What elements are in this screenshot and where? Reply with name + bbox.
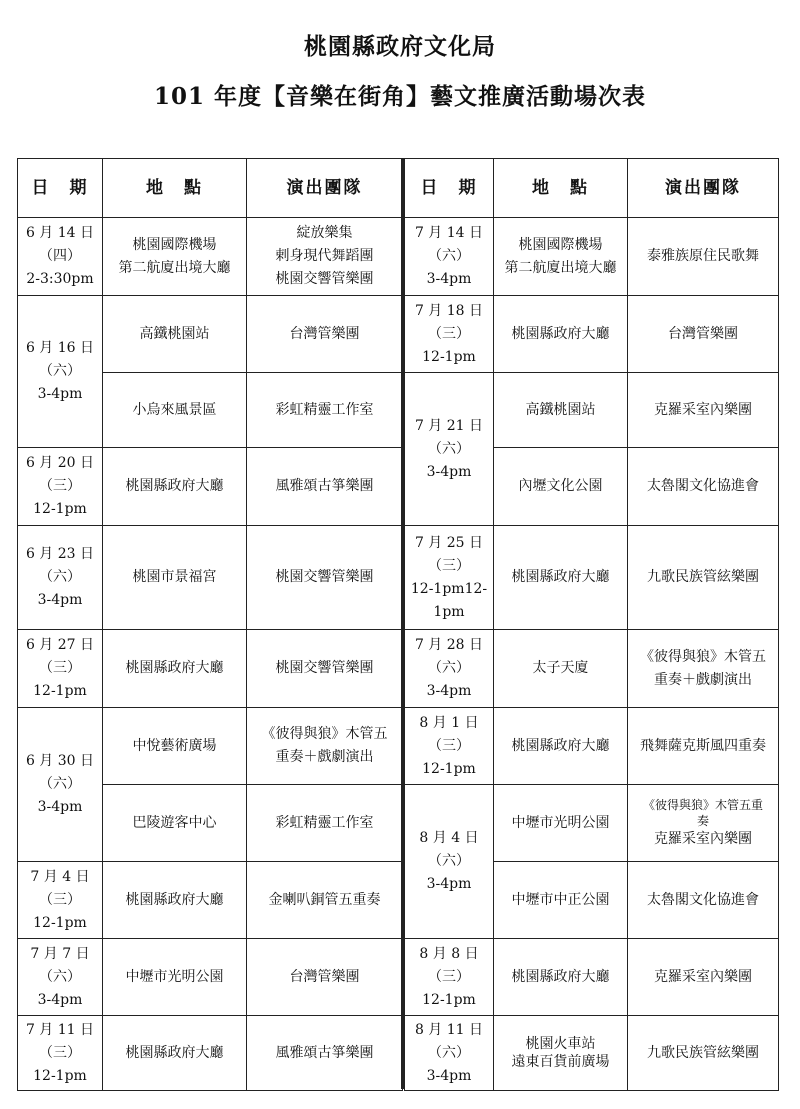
venue-cell: 中壢市中正公園: [494, 862, 628, 939]
venue-cell: 桃園縣政府大廳: [494, 526, 628, 630]
venue-cell: 桃園縣政府大廳: [103, 448, 247, 526]
date-cell: 7 月 25 日 （三） 12-1pm12- 1pm: [405, 526, 494, 630]
date-cell: 7 月 21 日 （六） 3-4pm: [405, 373, 494, 526]
venue-cell: 巴陵遊客中心: [103, 785, 247, 862]
date-cell: 6 月 30 日 （六） 3-4pm: [18, 708, 103, 862]
group-cell: 彩虹精靈工作室: [247, 373, 403, 448]
group-cell: 《彼得與狼》木管五重 奏 克羅采室內樂團: [628, 785, 779, 862]
venue-cell: 高鐵桃園站: [494, 373, 628, 448]
header-group: 演出團隊: [247, 159, 403, 218]
venue-cell: 桃園國際機場 第二航廈出境大廳: [103, 218, 247, 296]
group-cell: 台灣管樂團: [247, 296, 403, 373]
venue-cell: 高鐵桃園站: [103, 296, 247, 373]
venue-cell: 桃園國際機場 第二航廈出境大廳: [494, 218, 628, 296]
venue-cell: 小烏來風景區: [103, 373, 247, 448]
venue-cell: 桃園縣政府大廳: [103, 630, 247, 708]
venue-cell: 桃園市景福宮: [103, 526, 247, 630]
date-cell: 7 月 7 日 （六） 3-4pm: [18, 939, 103, 1016]
group-cell: 桃園交響管樂團: [247, 526, 403, 630]
venue-cell: 桃園火車站 遠東百貨前廣場: [494, 1016, 628, 1091]
header-group: 演出團隊: [628, 159, 779, 218]
venue-cell: 中壢市光明公園: [103, 939, 247, 1016]
venue-cell: 中壢市光明公園: [494, 785, 628, 862]
venue-cell: 太子天廈: [494, 630, 628, 708]
venue-cell: 桃園縣政府大廳: [494, 939, 628, 1016]
group-cell: 台灣管樂團: [247, 939, 403, 1016]
page-subtitle: 101 年度【音樂在街角】藝文推廣活動場次表: [153, 83, 647, 110]
group-cell: 克羅采室內樂團: [628, 939, 779, 1016]
date-cell: 7 月 18 日 （三） 12-1pm: [405, 296, 494, 373]
group-cell: 克羅采室內樂團: [628, 373, 779, 448]
group-cell: 綻放樂集 剌身現代舞蹈團 桃園交響管樂團: [247, 218, 403, 296]
date-cell: 8 月 8 日 （三） 12-1pm: [405, 939, 494, 1016]
date-cell: 7 月 14 日 （六） 3-4pm: [405, 218, 494, 296]
group-cell: 彩虹精靈工作室: [247, 785, 403, 862]
date-cell: 7 月 11 日 （三） 12-1pm: [18, 1016, 103, 1091]
schedule-table-left: [17, 158, 403, 1091]
date-cell: 6 月 14 日 （四） 2-3:30pm: [18, 218, 103, 296]
group-cell: 太魯閣文化協進會: [628, 448, 779, 526]
date-cell: 7 月 4 日 （三） 12-1pm: [18, 862, 103, 939]
venue-cell: 桃園縣政府大廳: [494, 296, 628, 373]
header-venue: 地 點: [494, 159, 628, 218]
venue-cell: 桃園縣政府大廳: [103, 862, 247, 939]
date-cell: 8 月 4 日 （六） 3-4pm: [405, 785, 494, 939]
group-cell: 泰雅族原住民歌舞: [628, 218, 779, 296]
group-cell: 金喇叭銅管五重奏: [247, 862, 403, 939]
date-cell: 7 月 28 日 （六） 3-4pm: [405, 630, 494, 708]
group-cell: 桃園交響管樂團: [247, 630, 403, 708]
header-date: 日 期: [405, 159, 494, 218]
group-cell: 太魯閣文化協進會: [628, 862, 779, 939]
venue-cell: 桃園縣政府大廳: [494, 708, 628, 785]
group-cell: 飛舞薩克斯風四重奏: [628, 708, 779, 785]
date-cell: 8 月 1 日 （三） 12-1pm: [405, 708, 494, 785]
venue-cell: 中悅藝術廣場: [103, 708, 247, 785]
group-cell: 九歌民族管絃樂團: [628, 1016, 779, 1091]
date-cell: 6 月 16 日 （六） 3-4pm: [18, 296, 103, 448]
page-title: 桃園縣政府文化局: [304, 33, 496, 60]
date-cell: 6 月 23 日 （六） 3-4pm: [18, 526, 103, 630]
schedule-table-right: [404, 158, 779, 1091]
date-cell: 8 月 11 日 （六） 3-4pm: [405, 1016, 494, 1091]
date-cell: 6 月 27 日 （三） 12-1pm: [18, 630, 103, 708]
group-cell: 風雅頌古箏樂團: [247, 448, 403, 526]
group-cell: 《彼得與狼》木管五 重奏＋戲劇演出: [247, 708, 403, 785]
group-cell: 《彼得與狼》木管五 重奏＋戲劇演出: [628, 630, 779, 708]
header-date: 日 期: [18, 159, 103, 218]
venue-cell: 桃園縣政府大廳: [103, 1016, 247, 1091]
venue-cell: 內壢文化公園: [494, 448, 628, 526]
group-cell: 九歌民族管絃樂團: [628, 526, 779, 630]
group-cell: 風雅頌古箏樂團: [247, 1016, 403, 1091]
date-cell: 6 月 20 日 （三） 12-1pm: [18, 448, 103, 526]
group-cell: 台灣管樂團: [628, 296, 779, 373]
header-venue: 地 點: [103, 159, 247, 218]
